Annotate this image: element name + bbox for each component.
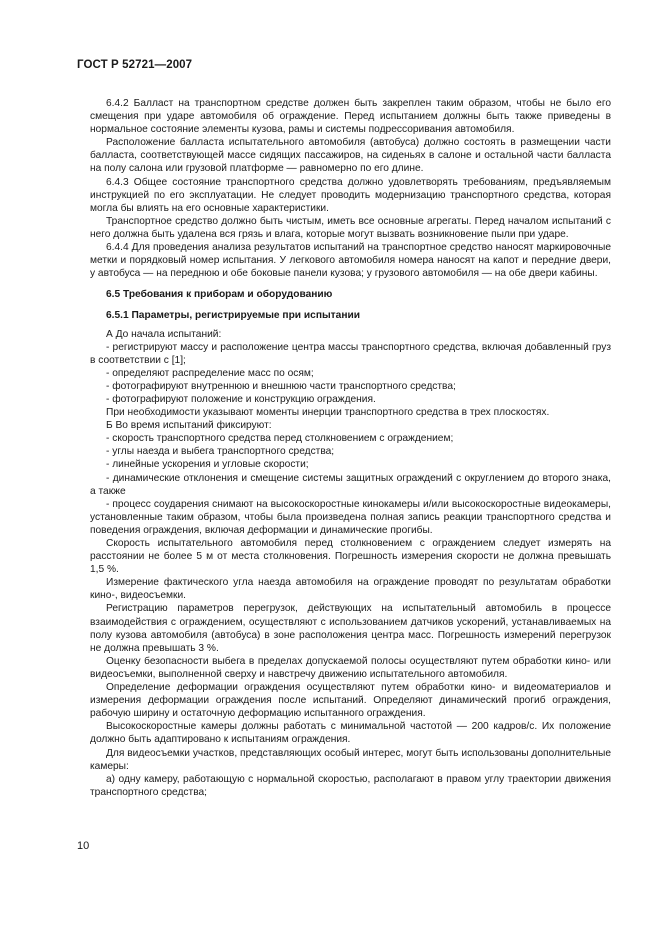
list-item: - фотографируют положение и конструкцию ограждения. [106,393,376,405]
list-item: - динамические отклонения и смещение системы защитных ограждений с округлением до второго знака, а также [90,472,611,497]
paragraph: Расположение балласта испытательного автомобиля (автобуса) должно состоять в размещении части балласта, соответствующей массе сидящих пассажиров, на сиденьях в салоне и остальной части балласта на полу салона или грузовой платформе — равномерно по его длине. [90,137,611,175]
list-item: а) одну камеру, работающую с нормальной скоростью, располагают в правом углу траектории движения транспортного средства; [90,773,611,798]
list-item: - скорость транспортного средства перед столкновением с ограждением; [106,433,454,445]
paragraph: Для видеосъемки участков, представляющих особый интерес, могут быть использованы дополнительные камеры: [90,747,611,772]
page-number: 10 [77,840,90,852]
document-body [90,97,611,799]
paragraph-6-4-3: 6.4.3 Общее состояние транспортного средства должно удовлетворять требованиям, предъявляемым инструкцией по его эксплуатации. Не следует проводить модернизацию транспортного средства, которая могла бы влиять на его основные характеристики. [90,176,611,214]
paragraph: Определение деформации ограждения осуществляют путем обработки кино- и видеоматериалов и измерения деформации ограждения после испытаний. Определяют динамический прогиб ограждения, рабочую ширину и остаточную деформацию испытанного ограждения. [90,682,611,720]
paragraph: Регистрацию параметров перегрузок, действующих на испытательный автомобиль в процессе взаимодействия с ограждением, осуществляют с использованием датчиков ускорений, устанавливаемых на полу кузова автомобиля (автобуса) в зоне расположения центра масс. Погрешность измерений перегрузок не должна превышать 3 %. [90,603,611,654]
paragraph: Скорость испытательного автомобиля перед столкновением с ограждением следует измерять на расстоянии не более 5 м от места столкновения. Погрешность измерения скорости не должна превышать 1,5 %. [90,538,611,576]
subsection-heading-6-5-1: 6.5.1 Параметры, регистрируемые при испытании [106,310,361,322]
list-item: - определяют распределение масс по осям; [106,367,314,379]
list-item: - регистрируют массу и расположение центра массы транспортного средства, включая добавленный груз в соответствии с [1]; [90,341,611,366]
list-item: - фотографируют внутреннюю и внешнюю части транспортного средства; [106,380,456,392]
paragraph: Высокоскоростные камеры должны работать с минимальной частотой — 200 кадров/с. Их положение должно быть адаптировано к испытаниям ограждения. [90,721,611,746]
section-heading-6-5: 6.5 Требования к приборам и оборудованию [106,289,333,301]
paragraph-6-4-4: 6.4.4 Для проведения анализа результатов испытаний на транспортное средство наносят маркировочные метки и порядковый номер испытания. У легкового автомобиля номера наносят на капот и передние двери, у автобуса — на переднюю и обе боковые панели кузова; у грузового автомобиля — на обе двери кабины. [90,242,611,280]
paragraph-6-4-2: 6.4.2 Балласт на транспортном средстве должен быть закреплен таким образом, чтобы не было его смещения при ударе автомобиля об ограждение. Перед испытанием должны быть также приведены в нормальное состояние элементы кузова, рамы и системы подрессоривания автомобиля. [90,98,611,136]
list-intro: Б Во время испытаний фиксируют: [106,420,272,432]
list-item: - процесс соударения снимают на высокоскоростные кинокамеры и/или высокоскоростные видеокамеры, установленные таким образом, чтобы была произведена полная запись реакции транспортного средства и поведения ограждения, включая деформации и динамические прогибы. [90,498,611,536]
paragraph: Оценку безопасности выбега в пределах допускаемой полосы осуществляют путем обработки кино- или видеосъемки, выполненной сверху и навстречу движению испытательного автомобиля. [90,655,611,680]
paragraph: Транспортное средство должно быть чистым, иметь все основные агрегаты. Перед началом испытаний с него должна быть удалена вся грязь и влага, которые могут вызвать возникновение пыли при ударе. [90,215,611,240]
paragraph: При необходимости указывают моменты инерции транспортного средства в трех плоскостях. [106,407,550,419]
list-item: - линейные ускорения и угловые скорости; [106,459,309,471]
list-item: - углы наезда и выбега транспортного средства; [106,446,335,458]
document-header: ГОСТ Р 52721—2007 [77,59,193,71]
list-intro: А До начала испытаний: [106,328,222,340]
paragraph: Измерение фактического угла наезда автомобиля на ограждение проводят по результатам обработки кино-, видеосъемки. [90,577,611,602]
